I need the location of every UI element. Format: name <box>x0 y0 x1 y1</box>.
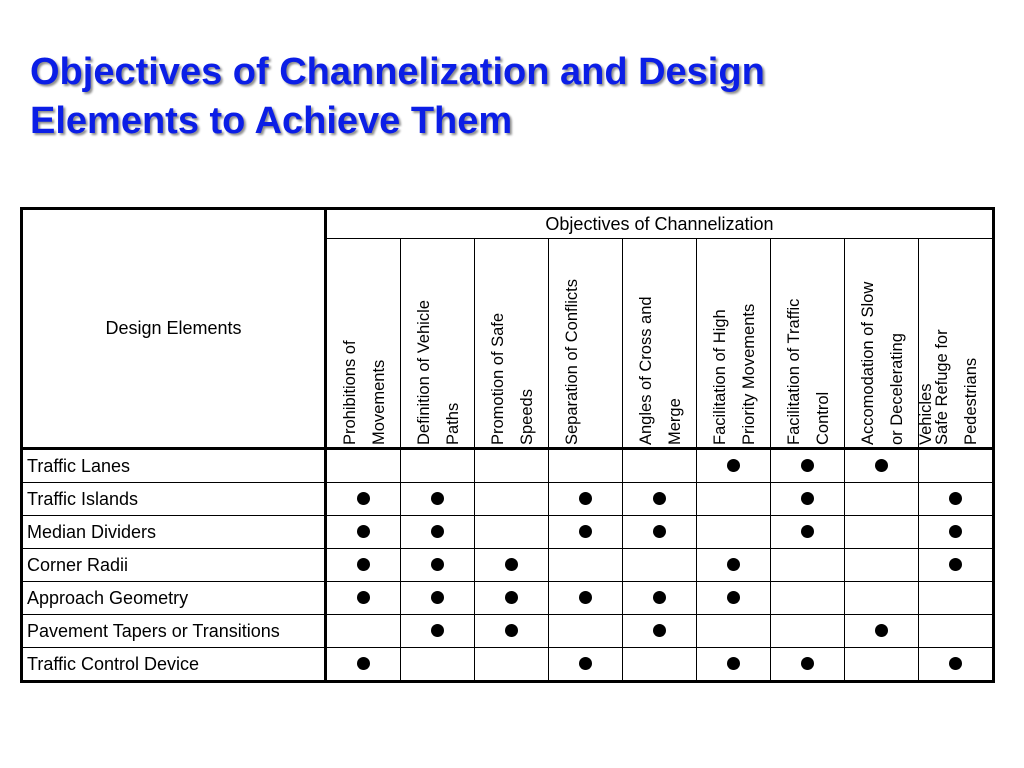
mark-cell <box>623 582 697 615</box>
filled-circle-icon <box>579 657 592 670</box>
filled-circle-icon <box>875 624 888 637</box>
mark-cell <box>401 516 475 549</box>
row-label: Traffic Lanes <box>22 449 326 483</box>
filled-circle-icon <box>727 657 740 670</box>
slide-title <box>30 48 990 146</box>
table-row <box>22 449 994 483</box>
row-label: Median Dividers <box>22 516 326 549</box>
objective-header-label <box>780 239 838 445</box>
filled-circle-icon <box>431 558 444 571</box>
mark-cell <box>475 449 549 483</box>
filled-circle-icon <box>357 558 370 571</box>
objective-header-line: Control <box>814 391 832 445</box>
mark-cell <box>475 516 549 549</box>
slide-title-line-1: Objectives of Channelization and Design <box>30 51 765 93</box>
filled-circle-icon <box>579 492 592 505</box>
filled-circle-icon <box>949 525 962 538</box>
mark-cell <box>697 516 771 549</box>
objective-header-line: Movements <box>370 359 388 445</box>
objective-header-line: Angles of Cross and <box>637 296 655 445</box>
objective-header-line: Safe Refuge for <box>933 329 951 445</box>
objective-header-label <box>928 239 986 445</box>
mark-cell <box>623 648 697 682</box>
slide-title-line-2: Elements to Achieve Them <box>30 100 513 142</box>
objective-header-label <box>484 239 542 445</box>
mark-cell <box>919 516 994 549</box>
mark-cell <box>845 516 919 549</box>
mark-cell <box>401 648 475 682</box>
filled-circle-icon <box>505 591 518 604</box>
mark-cell <box>623 615 697 648</box>
mark-cell <box>771 449 845 483</box>
mark-cell <box>475 549 549 582</box>
objective-header-line: or Decelerating <box>888 333 906 445</box>
objective-header-line: Separation of Conflicts <box>563 278 581 445</box>
filled-circle-icon <box>949 492 962 505</box>
mark-cell <box>326 648 401 682</box>
mark-cell <box>623 549 697 582</box>
table-row <box>22 582 994 615</box>
mark-cell <box>919 615 994 648</box>
objective-header-line: Merge <box>666 398 684 445</box>
mark-cell <box>401 615 475 648</box>
design-elements-header: Design Elements <box>22 209 326 449</box>
mark-cell <box>697 483 771 516</box>
filled-circle-icon <box>431 525 444 538</box>
channelization-matrix <box>20 207 995 683</box>
mark-cell <box>845 549 919 582</box>
mark-cell <box>771 648 845 682</box>
mark-cell <box>326 483 401 516</box>
table-row <box>22 648 994 682</box>
mark-cell <box>845 615 919 648</box>
objective-header-3 <box>475 239 549 449</box>
objective-header-5 <box>623 239 697 449</box>
mark-cell <box>401 449 475 483</box>
objective-header-6 <box>697 239 771 449</box>
mark-cell <box>475 582 549 615</box>
mark-cell <box>771 516 845 549</box>
filled-circle-icon <box>357 591 370 604</box>
objective-header-line: Speeds <box>518 389 536 445</box>
mark-cell <box>623 483 697 516</box>
objective-header-line: Prohibitions of <box>341 340 359 445</box>
mark-cell <box>326 516 401 549</box>
mark-cell <box>401 483 475 516</box>
mark-cell <box>919 483 994 516</box>
filled-circle-icon <box>727 459 740 472</box>
mark-cell <box>326 615 401 648</box>
mark-cell <box>697 549 771 582</box>
filled-circle-icon <box>653 525 666 538</box>
mark-cell <box>919 449 994 483</box>
filled-circle-icon <box>505 558 518 571</box>
mark-cell <box>771 615 845 648</box>
mark-cell <box>475 483 549 516</box>
objective-header-label <box>410 239 468 445</box>
filled-circle-icon <box>801 459 814 472</box>
table-row <box>22 516 994 549</box>
objective-header-7 <box>771 239 845 449</box>
mark-cell <box>845 648 919 682</box>
objective-header-label <box>706 239 764 445</box>
mark-cell <box>771 549 845 582</box>
row-label: Traffic Control Device <box>22 648 326 682</box>
objectives-group-header: Objectives of Channelization <box>326 209 994 239</box>
objective-header-label <box>558 239 587 445</box>
filled-circle-icon <box>801 525 814 538</box>
mark-cell <box>919 549 994 582</box>
objective-header-1 <box>326 239 401 449</box>
mark-cell <box>697 648 771 682</box>
mark-cell <box>549 549 623 582</box>
mark-cell <box>697 449 771 483</box>
mark-cell <box>475 615 549 648</box>
objective-header-line: Definition of Vehicle <box>415 300 433 445</box>
table-row <box>22 549 994 582</box>
filled-circle-icon <box>357 492 370 505</box>
mark-cell <box>549 516 623 549</box>
filled-circle-icon <box>357 657 370 670</box>
mark-cell <box>919 582 994 615</box>
filled-circle-icon <box>431 624 444 637</box>
filled-circle-icon <box>801 657 814 670</box>
mark-cell <box>549 449 623 483</box>
filled-circle-icon <box>431 591 444 604</box>
filled-circle-icon <box>949 657 962 670</box>
mark-cell <box>401 582 475 615</box>
objective-header-line: Vehicles <box>917 383 935 445</box>
mark-cell <box>771 483 845 516</box>
mark-cell <box>549 582 623 615</box>
mark-cell <box>697 582 771 615</box>
mark-cell <box>549 615 623 648</box>
row-label: Corner Radii <box>22 549 326 582</box>
objective-header-label <box>632 239 690 445</box>
mark-cell <box>771 582 845 615</box>
mark-cell <box>401 549 475 582</box>
objective-header-2 <box>401 239 475 449</box>
mark-cell <box>549 483 623 516</box>
filled-circle-icon <box>579 591 592 604</box>
mark-cell <box>623 516 697 549</box>
filled-circle-icon <box>579 525 592 538</box>
mark-cell <box>326 582 401 615</box>
row-label: Traffic Islands <box>22 483 326 516</box>
mark-cell <box>326 449 401 483</box>
mark-cell <box>845 582 919 615</box>
objective-header-line: Promotion of Safe <box>489 312 507 445</box>
filled-circle-icon <box>727 591 740 604</box>
table-row <box>22 483 994 516</box>
row-label: Approach Geometry <box>22 582 326 615</box>
objective-header-line: Facilitation of High <box>711 309 729 445</box>
mark-cell <box>623 449 697 483</box>
filled-circle-icon <box>801 492 814 505</box>
mark-cell <box>919 648 994 682</box>
objective-header-label <box>336 239 394 445</box>
filled-circle-icon <box>653 492 666 505</box>
filled-circle-icon <box>653 624 666 637</box>
objective-header-8 <box>845 239 935 449</box>
table-row <box>22 615 994 648</box>
objective-header-line: Pedestrians <box>962 357 980 445</box>
objective-header-line: Accomodation of Slow <box>859 281 877 445</box>
filled-circle-icon <box>949 558 962 571</box>
filled-circle-icon <box>431 492 444 505</box>
row-label: Pavement Tapers or Transitions <box>22 615 326 648</box>
objective-header-line: Priority Movements <box>740 303 758 445</box>
mark-cell <box>845 483 919 516</box>
filled-circle-icon <box>875 459 888 472</box>
filled-circle-icon <box>505 624 518 637</box>
mark-cell <box>549 648 623 682</box>
objective-header-line: Facilitation of Traffic <box>785 298 803 445</box>
objective-header-9 <box>919 239 994 449</box>
mark-cell <box>326 549 401 582</box>
objective-header-line: Paths <box>444 402 462 445</box>
mark-cell <box>697 615 771 648</box>
objective-header-4 <box>549 239 623 449</box>
filled-circle-icon <box>727 558 740 571</box>
filled-circle-icon <box>653 591 666 604</box>
filled-circle-icon <box>357 525 370 538</box>
mark-cell <box>845 449 919 483</box>
mark-cell <box>475 648 549 682</box>
